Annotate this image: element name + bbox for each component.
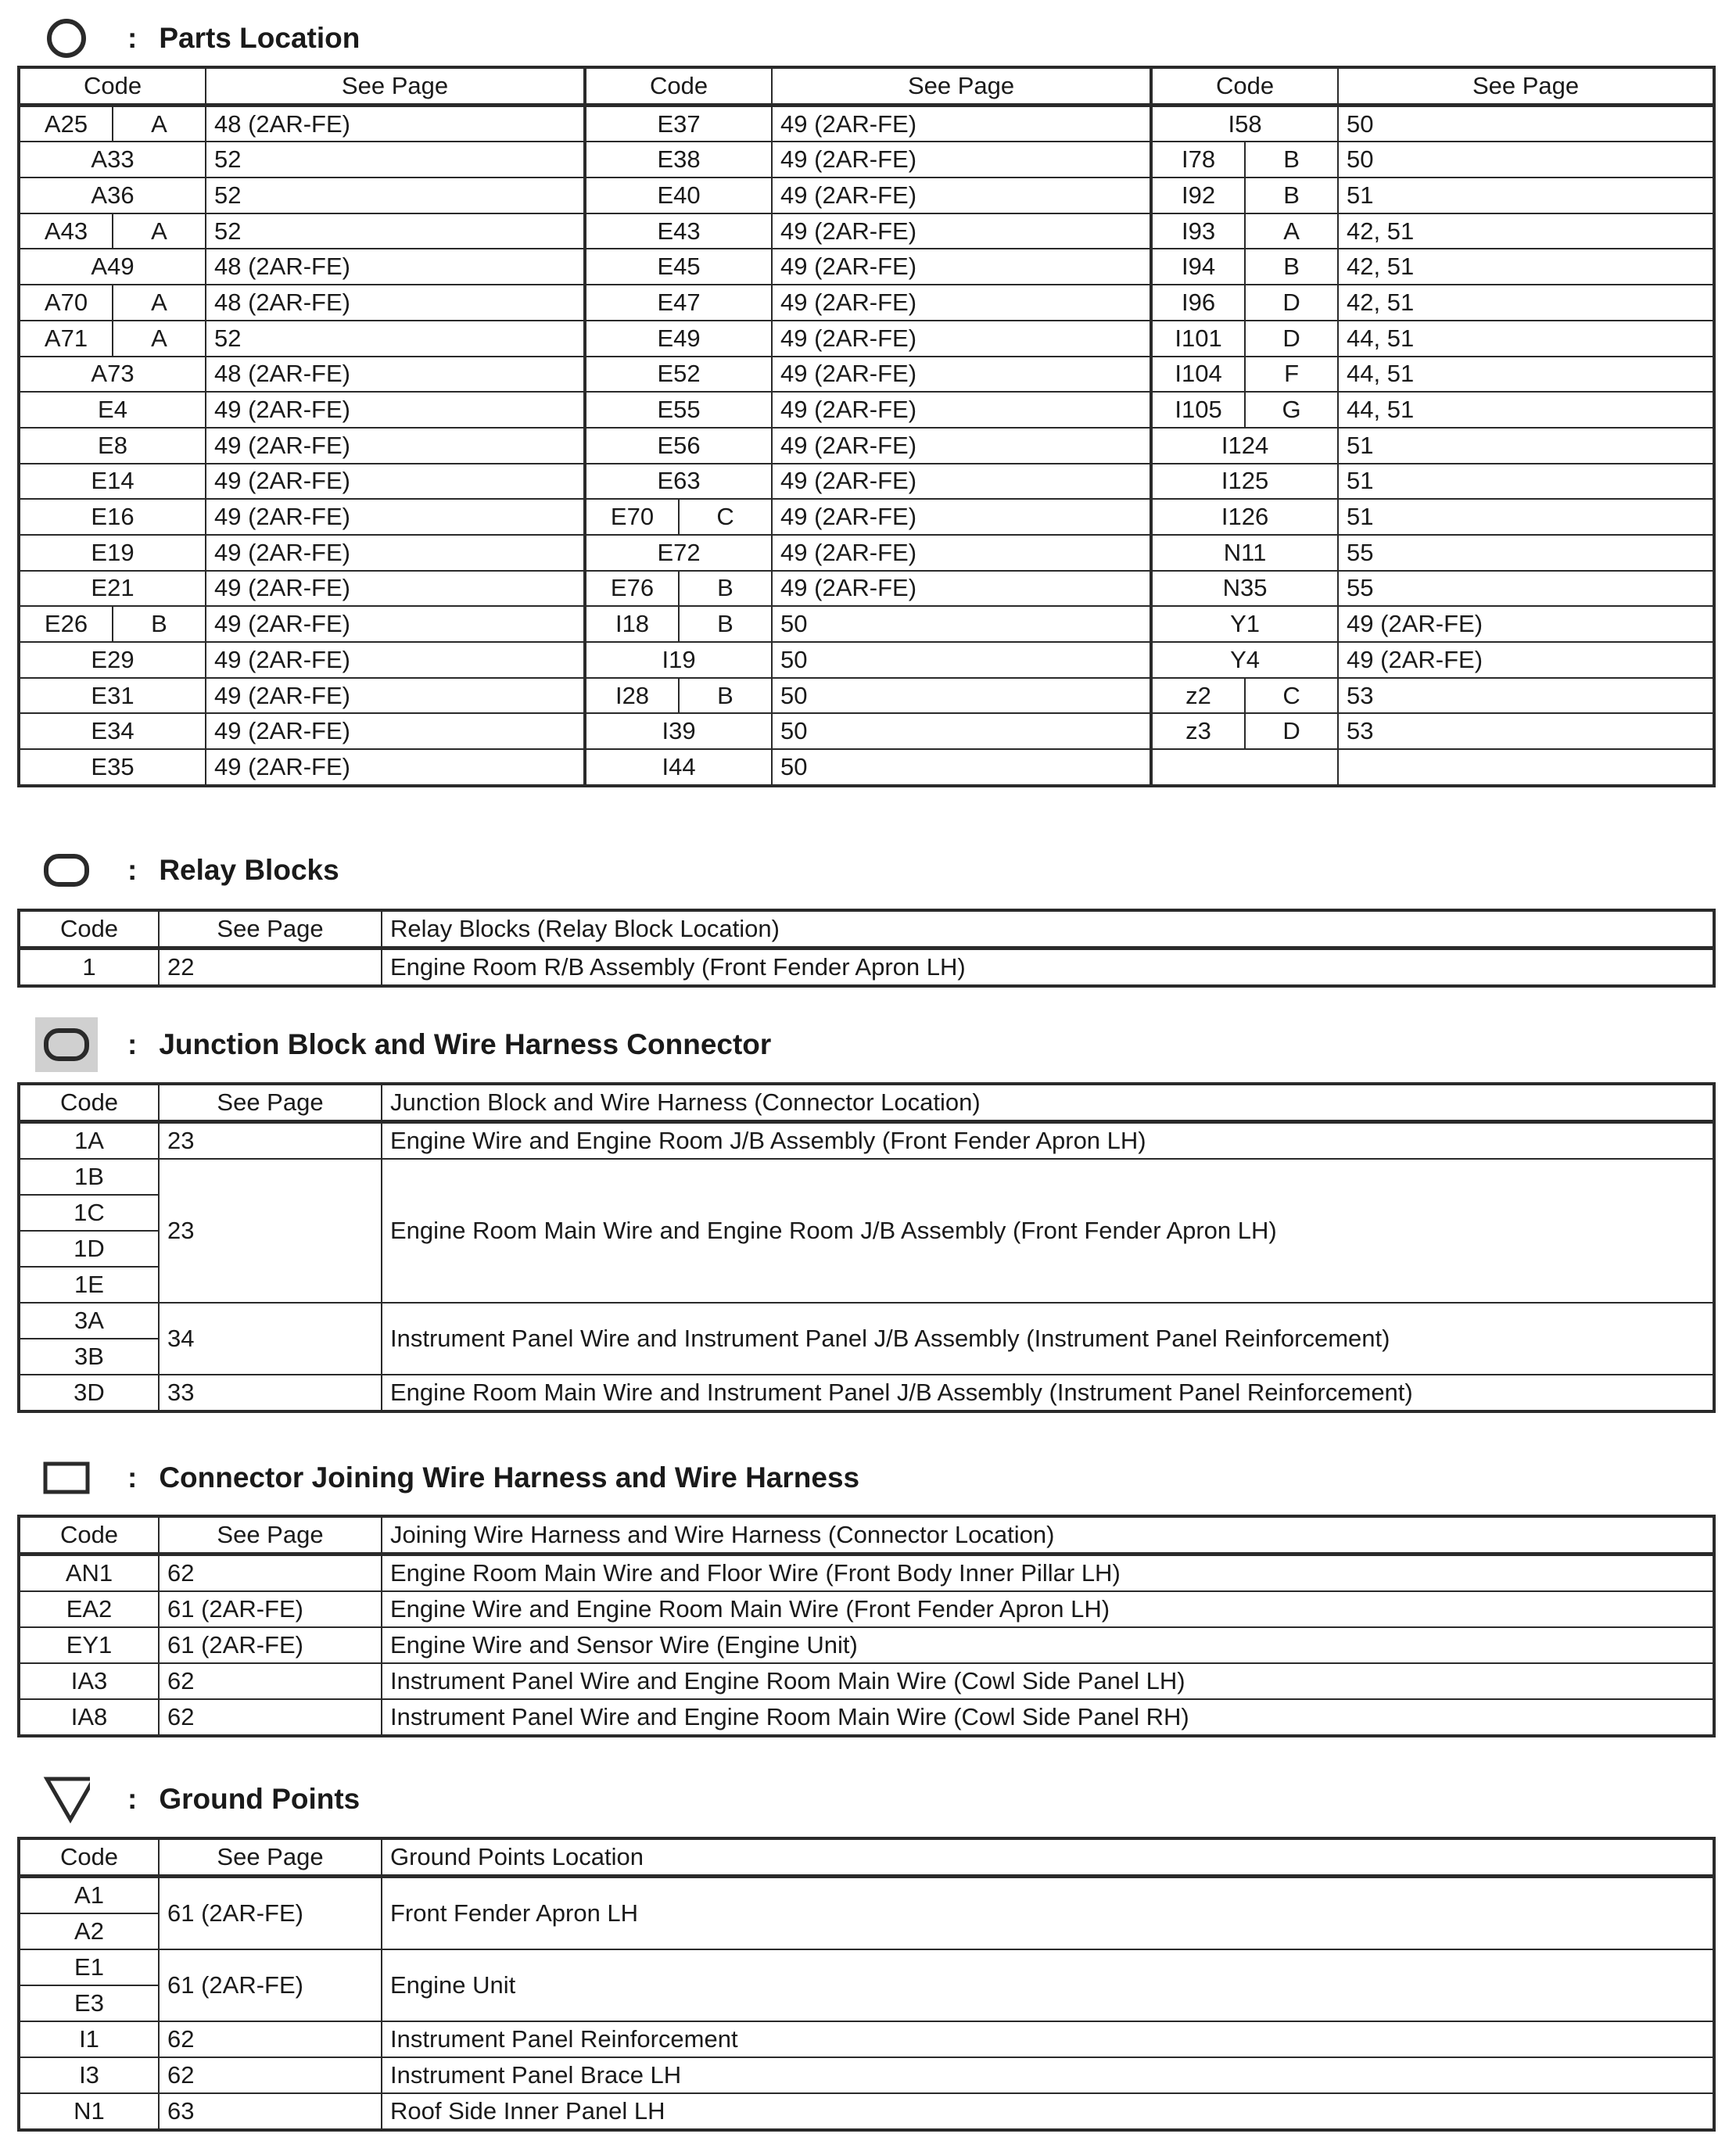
- ground-points-table: [17, 1837, 1716, 2132]
- table-row: [19, 713, 1714, 749]
- see-page-cell: 52: [206, 178, 585, 213]
- code-cell: E29: [19, 642, 206, 678]
- header-row: [19, 1516, 1714, 1555]
- code-cell: z3: [1151, 713, 1245, 749]
- table-row: [19, 464, 1714, 500]
- sub-code-cell: G: [1245, 392, 1338, 428]
- sub-code-cell: A: [113, 105, 206, 142]
- see-page-cell: 50: [772, 678, 1151, 714]
- code-cell: E14: [19, 464, 206, 500]
- see-page-cell: 42, 51: [1338, 249, 1714, 285]
- description-cell: Engine Room R/B Assembly (Front Fender Apron LH): [382, 948, 1714, 987]
- see-page-cell: 62: [159, 2021, 382, 2057]
- table-row: [19, 499, 1714, 535]
- table-row: [19, 535, 1714, 571]
- table-row: [19, 285, 1714, 321]
- header-code: Code: [19, 1838, 159, 1877]
- table-row: [19, 1555, 1714, 1592]
- code-cell: E19: [19, 535, 206, 571]
- section-title-text: Connector Joining Wire Harness and Wire Harness: [159, 1461, 860, 1494]
- code-cell: E63: [585, 464, 772, 500]
- sub-code-cell: B: [1245, 249, 1338, 285]
- see-page-cell: 49 (2AR-FE): [772, 357, 1151, 393]
- table-row: [19, 1375, 1714, 1411]
- circle-icon: [43, 15, 90, 62]
- see-page-cell: 55: [1338, 535, 1714, 571]
- see-page-cell: 49 (2AR-FE): [206, 428, 585, 464]
- table-row: [19, 2057, 1714, 2093]
- see-page-cell: 50: [772, 749, 1151, 786]
- header-row: [19, 1084, 1714, 1122]
- table-row: [19, 1877, 1714, 1914]
- code-cell: E34: [19, 713, 206, 749]
- code-cell: E26: [19, 606, 113, 642]
- code-cell: E3: [19, 1985, 159, 2021]
- code-cell: 1D: [19, 1231, 159, 1267]
- header-description: Relay Blocks (Relay Block Location): [382, 910, 1714, 948]
- code-cell: Y4: [1151, 642, 1338, 678]
- see-page-cell: 48 (2AR-FE): [206, 285, 585, 321]
- table-row: [19, 1159, 1714, 1195]
- code-cell: IA3: [19, 1663, 159, 1699]
- table-row: [19, 178, 1714, 213]
- code-cell: E38: [585, 142, 772, 178]
- code-cell: IA8: [19, 1699, 159, 1736]
- see-page-cell: 49 (2AR-FE): [772, 142, 1151, 178]
- code-cell: I19: [585, 642, 772, 678]
- see-page-cell: 51: [1338, 464, 1714, 500]
- see-page-cell: 52: [206, 142, 585, 178]
- code-cell: 3B: [19, 1339, 159, 1375]
- see-page-cell: 51: [1338, 499, 1714, 535]
- connector-joining-table: [17, 1515, 1716, 1737]
- code-cell: E4: [19, 392, 206, 428]
- table-row: [19, 428, 1714, 464]
- table-row: [19, 2021, 1714, 2057]
- see-page-cell: 50: [772, 606, 1151, 642]
- see-page-cell: 49 (2AR-FE): [206, 571, 585, 607]
- see-page-cell: 49 (2AR-FE): [206, 713, 585, 749]
- section-title-text: Ground Points: [159, 1783, 360, 1815]
- sub-code-cell: A: [113, 285, 206, 321]
- code-cell: E45: [585, 249, 772, 285]
- see-page-cell: 61 (2AR-FE): [159, 1877, 382, 1950]
- see-page-cell: 48 (2AR-FE): [206, 357, 585, 393]
- see-page-cell: 62: [159, 2057, 382, 2093]
- sub-code-cell: A: [1245, 213, 1338, 249]
- see-page-cell: 44, 51: [1338, 321, 1714, 357]
- sub-code-cell: D: [1245, 713, 1338, 749]
- header-see-page: See Page: [159, 910, 382, 948]
- title-colon: :: [127, 22, 138, 54]
- description-cell: Engine Room Main Wire and Instrument Panel J/B Assembly (Instrument Panel Reinforcement): [382, 1375, 1714, 1411]
- header-code: Code: [1151, 67, 1338, 105]
- code-cell: [1151, 749, 1338, 786]
- sub-code-cell: F: [1245, 357, 1338, 393]
- code-cell: A1: [19, 1877, 159, 1914]
- table-row: [19, 321, 1714, 357]
- see-page-cell: 49 (2AR-FE): [772, 499, 1151, 535]
- code-cell: 1B: [19, 1159, 159, 1195]
- code-cell: A70: [19, 285, 113, 321]
- sub-code-cell: B: [679, 606, 772, 642]
- table-row: [19, 249, 1714, 285]
- relay-blocks-table: [17, 909, 1716, 988]
- rectangle-icon: [43, 1454, 90, 1501]
- code-cell: I44: [585, 749, 772, 786]
- code-cell: I18: [585, 606, 679, 642]
- description-cell: Instrument Panel Reinforcement: [382, 2021, 1714, 2057]
- table-row: [19, 357, 1714, 393]
- section-title-text: Parts Location: [159, 22, 360, 54]
- see-page-cell: 49 (2AR-FE): [206, 642, 585, 678]
- parts-location-table: [17, 66, 1716, 787]
- see-page-cell: 49 (2AR-FE): [772, 105, 1151, 142]
- code-cell: A33: [19, 142, 206, 178]
- section-title-ground-points: [43, 1776, 360, 1823]
- see-page-cell: 61 (2AR-FE): [159, 1627, 382, 1663]
- code-cell: E70: [585, 499, 679, 535]
- table-row: [19, 142, 1714, 178]
- see-page-cell: 61 (2AR-FE): [159, 1949, 382, 2021]
- sub-code-cell: D: [1245, 285, 1338, 321]
- code-cell: I94: [1151, 249, 1245, 285]
- see-page-cell: 51: [1338, 428, 1714, 464]
- description-cell: Instrument Panel Brace LH: [382, 2057, 1714, 2093]
- code-cell: 1C: [19, 1195, 159, 1231]
- see-page-cell: 49 (2AR-FE): [1338, 642, 1714, 678]
- description-cell: Engine Room Main Wire and Engine Room J/B Assembly (Front Fender Apron LH): [382, 1159, 1714, 1303]
- header-code: Code: [19, 1084, 159, 1122]
- see-page-cell: 49 (2AR-FE): [772, 285, 1151, 321]
- code-cell: E1: [19, 1949, 159, 1985]
- see-page-cell: 50: [1338, 105, 1714, 142]
- code-cell: E8: [19, 428, 206, 464]
- header-code: Code: [585, 67, 772, 105]
- header-code: Code: [19, 1516, 159, 1555]
- see-page-cell: 63: [159, 2093, 382, 2130]
- description-cell: Front Fender Apron LH: [382, 1877, 1714, 1950]
- code-cell: 3D: [19, 1375, 159, 1411]
- table-row: [19, 678, 1714, 714]
- code-cell: A36: [19, 178, 206, 213]
- code-cell: I1: [19, 2021, 159, 2057]
- code-cell: I3: [19, 2057, 159, 2093]
- see-page-cell: 62: [159, 1663, 382, 1699]
- section-title-text: Junction Block and Wire Harness Connector: [159, 1028, 772, 1060]
- code-cell: A25: [19, 105, 113, 142]
- header-code: Code: [19, 910, 159, 948]
- sub-code-cell: B: [1245, 178, 1338, 213]
- code-cell: E47: [585, 285, 772, 321]
- code-cell: AN1: [19, 1555, 159, 1592]
- see-page-cell: 52: [206, 213, 585, 249]
- header-see-page: See Page: [1338, 67, 1714, 105]
- see-page-cell: 49 (2AR-FE): [772, 249, 1151, 285]
- table-row: [19, 1699, 1714, 1736]
- header-description: Ground Points Location: [382, 1838, 1714, 1877]
- code-cell: I104: [1151, 357, 1245, 393]
- code-cell: N11: [1151, 535, 1338, 571]
- down-triangle-icon: [43, 1776, 90, 1823]
- see-page-cell: 50: [772, 713, 1151, 749]
- see-page-cell: 49 (2AR-FE): [206, 464, 585, 500]
- see-page-cell: 62: [159, 1555, 382, 1592]
- code-cell: I124: [1151, 428, 1338, 464]
- code-cell: I96: [1151, 285, 1245, 321]
- title-colon: :: [127, 1783, 138, 1815]
- see-page-cell: [1338, 749, 1714, 786]
- code-cell: A49: [19, 249, 206, 285]
- code-cell: I105: [1151, 392, 1245, 428]
- code-cell: EA2: [19, 1591, 159, 1627]
- sub-code-cell: A: [113, 321, 206, 357]
- table-row: [19, 642, 1714, 678]
- code-cell: E40: [585, 178, 772, 213]
- section-title-relay-blocks: [43, 847, 339, 894]
- see-page-cell: 49 (2AR-FE): [206, 392, 585, 428]
- section-title-connector-joining: [43, 1454, 859, 1501]
- see-page-cell: 22: [159, 948, 382, 987]
- header-see-page: See Page: [159, 1516, 382, 1555]
- code-cell: I101: [1151, 321, 1245, 357]
- see-page-cell: 53: [1338, 713, 1714, 749]
- see-page-cell: 50: [1338, 142, 1714, 178]
- code-cell: 1E: [19, 1267, 159, 1303]
- code-cell: E72: [585, 535, 772, 571]
- sub-code-cell: A: [113, 213, 206, 249]
- see-page-cell: 49 (2AR-FE): [772, 428, 1151, 464]
- code-cell: 3A: [19, 1303, 159, 1339]
- header-see-page: See Page: [159, 1838, 382, 1877]
- sub-code-cell: D: [1245, 321, 1338, 357]
- code-cell: E56: [585, 428, 772, 464]
- header-see-page: See Page: [772, 67, 1151, 105]
- see-page-cell: 49 (2AR-FE): [772, 535, 1151, 571]
- table-row: [19, 1122, 1714, 1160]
- table-row: [19, 749, 1714, 786]
- see-page-cell: 23: [159, 1122, 382, 1160]
- see-page-cell: 49 (2AR-FE): [1338, 606, 1714, 642]
- description-cell: Instrument Panel Wire and Engine Room Main Wire (Cowl Side Panel RH): [382, 1699, 1714, 1736]
- see-page-cell: 49 (2AR-FE): [772, 571, 1151, 607]
- see-page-cell: 42, 51: [1338, 213, 1714, 249]
- code-cell: E55: [585, 392, 772, 428]
- code-cell: E43: [585, 213, 772, 249]
- code-cell: z2: [1151, 678, 1245, 714]
- header-row: [19, 1838, 1714, 1877]
- see-page-cell: 49 (2AR-FE): [772, 178, 1151, 213]
- sub-code-cell: B: [679, 678, 772, 714]
- see-page-cell: 53: [1338, 678, 1714, 714]
- see-page-cell: 50: [772, 642, 1151, 678]
- code-cell: N1: [19, 2093, 159, 2130]
- table-row: [19, 571, 1714, 607]
- table-row: [19, 1663, 1714, 1699]
- see-page-cell: 33: [159, 1375, 382, 1411]
- table-row: [19, 105, 1714, 142]
- section-title-text: Relay Blocks: [159, 854, 339, 886]
- code-cell: E49: [585, 321, 772, 357]
- code-cell: I92: [1151, 178, 1245, 213]
- see-page-cell: 23: [159, 1159, 382, 1303]
- code-cell: N35: [1151, 571, 1338, 607]
- section-title-parts-location: [43, 15, 360, 62]
- code-cell: I28: [585, 678, 679, 714]
- code-cell: I39: [585, 713, 772, 749]
- table-row: [19, 392, 1714, 428]
- table-row: [19, 606, 1714, 642]
- sub-code-cell: B: [113, 606, 206, 642]
- title-colon: :: [127, 1461, 138, 1494]
- see-page-cell: 49 (2AR-FE): [206, 535, 585, 571]
- header-see-page: See Page: [206, 67, 585, 105]
- header-description: Joining Wire Harness and Wire Harness (Connector Location): [382, 1516, 1714, 1555]
- code-cell: EY1: [19, 1627, 159, 1663]
- see-page-cell: 48 (2AR-FE): [206, 105, 585, 142]
- see-page-cell: 49 (2AR-FE): [206, 499, 585, 535]
- junction-block-table: [17, 1082, 1716, 1413]
- code-cell: E37: [585, 105, 772, 142]
- title-colon: :: [127, 854, 138, 886]
- table-row: [19, 1949, 1714, 1985]
- code-cell: A73: [19, 357, 206, 393]
- code-cell: E21: [19, 571, 206, 607]
- header-row: [19, 910, 1714, 948]
- table-row: [19, 2093, 1714, 2130]
- see-page-cell: 49 (2AR-FE): [206, 749, 585, 786]
- header-description: Junction Block and Wire Harness (Connector Location): [382, 1084, 1714, 1122]
- description-cell: Instrument Panel Wire and Instrument Panel J/B Assembly (Instrument Panel Reinforcement): [382, 1303, 1714, 1375]
- table-row: [19, 1591, 1714, 1627]
- see-page-cell: 49 (2AR-FE): [206, 606, 585, 642]
- see-page-cell: 49 (2AR-FE): [772, 213, 1151, 249]
- see-page-cell: 44, 51: [1338, 392, 1714, 428]
- see-page-cell: 62: [159, 1699, 382, 1736]
- code-cell: E16: [19, 499, 206, 535]
- shaded-rounded-rect-icon: [35, 1017, 98, 1072]
- code-cell: I125: [1151, 464, 1338, 500]
- description-cell: Engine Wire and Engine Room Main Wire (Front Fender Apron LH): [382, 1591, 1714, 1627]
- code-cell: E52: [585, 357, 772, 393]
- title-colon: :: [127, 1028, 138, 1060]
- description-cell: Roof Side Inner Panel LH: [382, 2093, 1714, 2130]
- header-code: Code: [19, 67, 206, 105]
- code-cell: E31: [19, 678, 206, 714]
- see-page-cell: 61 (2AR-FE): [159, 1591, 382, 1627]
- table-row: [19, 948, 1714, 987]
- see-page-cell: 49 (2AR-FE): [772, 321, 1151, 357]
- code-cell: A2: [19, 1913, 159, 1949]
- code-cell: Y1: [1151, 606, 1338, 642]
- rounded-rect-icon: [43, 847, 90, 894]
- see-page-cell: 49 (2AR-FE): [206, 678, 585, 714]
- code-cell: 1: [19, 948, 159, 987]
- sub-code-cell: C: [679, 499, 772, 535]
- see-page-cell: 52: [206, 321, 585, 357]
- sub-code-cell: C: [1245, 678, 1338, 714]
- code-cell: E76: [585, 571, 679, 607]
- code-cell: E35: [19, 749, 206, 786]
- section-title-junction-block: [43, 1021, 771, 1068]
- table-row: [19, 213, 1714, 249]
- table-row: [19, 1627, 1714, 1663]
- code-cell: I78: [1151, 142, 1245, 178]
- sub-code-cell: B: [1245, 142, 1338, 178]
- description-cell: Instrument Panel Wire and Engine Room Main Wire (Cowl Side Panel LH): [382, 1663, 1714, 1699]
- code-cell: I93: [1151, 213, 1245, 249]
- see-page-cell: 42, 51: [1338, 285, 1714, 321]
- code-cell: I58: [1151, 105, 1338, 142]
- sub-code-cell: B: [679, 571, 772, 607]
- description-cell: Engine Wire and Sensor Wire (Engine Unit): [382, 1627, 1714, 1663]
- code-cell: A71: [19, 321, 113, 357]
- code-cell: 1A: [19, 1122, 159, 1160]
- description-cell: Engine Wire and Engine Room J/B Assembly (Front Fender Apron LH): [382, 1122, 1714, 1160]
- see-page-cell: 51: [1338, 178, 1714, 213]
- see-page-cell: 49 (2AR-FE): [772, 464, 1151, 500]
- code-cell: I126: [1151, 499, 1338, 535]
- header-see-page: See Page: [159, 1084, 382, 1122]
- see-page-cell: 49 (2AR-FE): [772, 392, 1151, 428]
- description-cell: Engine Room Main Wire and Floor Wire (Front Body Inner Pillar LH): [382, 1555, 1714, 1592]
- see-page-cell: 34: [159, 1303, 382, 1375]
- code-cell: A43: [19, 213, 113, 249]
- table-row: [19, 1303, 1714, 1339]
- see-page-cell: 44, 51: [1338, 357, 1714, 393]
- see-page-cell: 48 (2AR-FE): [206, 249, 585, 285]
- description-cell: Engine Unit: [382, 1949, 1714, 2021]
- see-page-cell: 55: [1338, 571, 1714, 607]
